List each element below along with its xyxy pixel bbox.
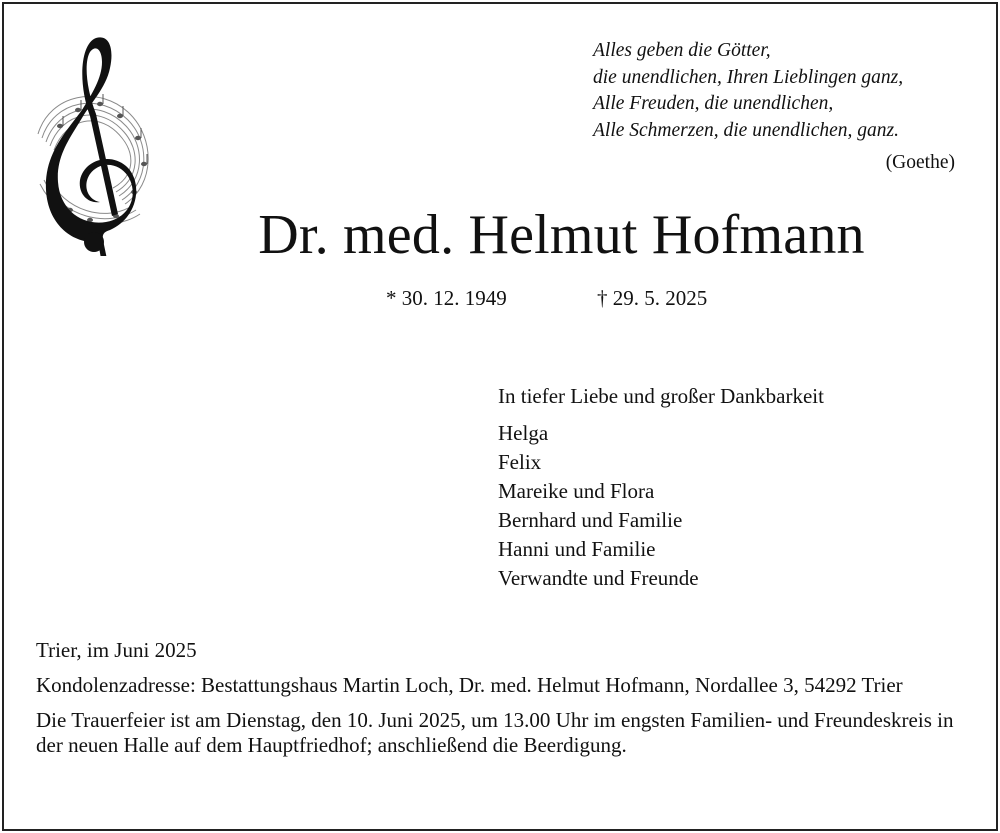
deceased-name: Dr. med. Helmut Hofmann: [258, 204, 865, 266]
place-date: Trier, im Juni 2025: [36, 638, 197, 662]
mourner-name: Verwandte und Freunde: [498, 566, 699, 590]
mourners-list: [498, 382, 824, 593]
mourner-name: Helga: [498, 421, 549, 445]
mourner-name: Hanni und Familie: [498, 537, 656, 561]
condolence-address: Kondolenzadresse: Bestattungshaus Martin Loch, Dr. med. Helmut Hofmann, Nordallee 3, 54292 Trier: [36, 673, 903, 697]
mourner-name: Mareike und Flora: [498, 479, 655, 503]
mourner-name: Bernhard und Familie: [498, 508, 683, 532]
quote-line: die unendlichen, Ihren Lieblingen ganz,: [593, 66, 904, 88]
birth-date: * 30. 12. 1949: [386, 286, 507, 310]
quote-author: (Goethe): [885, 152, 955, 173]
mourner-name: Felix: [498, 450, 542, 474]
quote-line: Alles geben die Götter,: [593, 40, 771, 61]
footer-info: [36, 638, 971, 768]
quote-line: Alle Freuden, die unendlichen,: [593, 93, 834, 114]
quote-line: Alle Schmerzen, die unendlichen, ganz.: [593, 119, 899, 141]
mourners-intro: In tiefer Liebe und großer Dankbarkeit: [498, 384, 824, 408]
funeral-notice: Die Trauerfeier ist am Dienstag, den 10. Juni 2025, um 13.00 Uhr im engsten Familien- und Freundeskreis in der neuen Halle auf dem Hauptfriedhof; anschließend die Beerdigung.: [36, 708, 954, 757]
death-date: † 29. 5. 2025: [597, 286, 708, 310]
poem-quote: [593, 38, 963, 144]
